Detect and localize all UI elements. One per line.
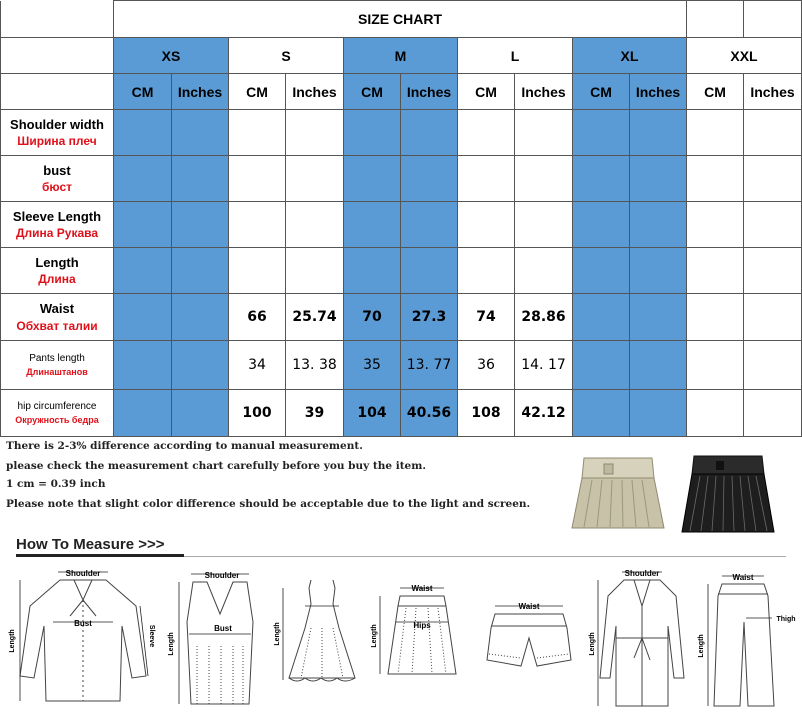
diagram-label: Length (168, 632, 175, 656)
row-label (1, 156, 114, 202)
inch-value-cell (172, 390, 229, 437)
row-label-russian: Обхват талии (16, 318, 98, 333)
inch-value-cell (286, 156, 344, 202)
inch-value-cell: 25.74 (286, 294, 344, 341)
inch-value-cell (401, 110, 458, 156)
row-label (1, 341, 114, 390)
inch-value-cell: 39 (286, 390, 344, 437)
row-label-english: Sleeve Length (12, 208, 102, 224)
cm-value-cell (344, 248, 401, 294)
measurement-row (1, 248, 802, 294)
trousers-diagram-icon (698, 566, 798, 711)
title-row (1, 1, 802, 38)
diagram-label: Shoulder (204, 571, 240, 580)
row-label (1, 248, 114, 294)
inch-value-cell (744, 248, 802, 294)
cm-value-cell (687, 156, 744, 202)
inch-value-cell (515, 248, 573, 294)
cm-value-cell (687, 248, 744, 294)
inch-value-cell: 40.56 (401, 390, 458, 437)
cm-value-cell: 36 (458, 341, 515, 390)
measurement-row (1, 390, 802, 437)
blank-cell (687, 1, 744, 38)
cm-value-cell (344, 110, 401, 156)
size-header-m: M (344, 38, 458, 74)
inch-value-cell (630, 110, 687, 156)
skirt-diagram-icon (370, 566, 470, 711)
cm-value-cell (573, 341, 630, 390)
shorts-diagram-icon (475, 566, 585, 711)
cm-value-cell (573, 248, 630, 294)
unit-header: Inches (744, 74, 802, 110)
inch-value-cell (744, 390, 802, 437)
row-label-russian: Окружность бедра (15, 414, 99, 425)
unit-header: CM (687, 74, 744, 110)
diagram-label: Thigh (776, 616, 796, 623)
inch-value-cell (286, 110, 344, 156)
coat-diagram-icon (590, 566, 695, 711)
cm-value-cell (114, 110, 172, 156)
cm-value-cell (687, 202, 744, 248)
inch-value-cell (172, 248, 229, 294)
blank-cell (744, 1, 802, 38)
khaki-skirt-image (570, 454, 666, 536)
row-label-russian: бюст (41, 180, 73, 195)
black-skirt-image (680, 452, 776, 538)
inch-value-cell: 28.86 (515, 294, 573, 341)
blank-cell (1, 1, 114, 38)
cm-value-cell (458, 156, 515, 202)
cm-value-cell (114, 248, 172, 294)
cm-value-cell (344, 156, 401, 202)
inch-value-cell (744, 110, 802, 156)
row-label (1, 390, 114, 437)
how-to-measure-heading: How To Measure >>> (16, 536, 165, 553)
cm-value-cell (229, 156, 286, 202)
size-row (1, 38, 802, 74)
measurement-row (1, 294, 802, 341)
diagram-label: Length (589, 632, 596, 656)
diagram-label: Sleeve (148, 624, 155, 648)
diagram-label: Length (274, 622, 281, 646)
inch-value-cell (515, 156, 573, 202)
inch-value-cell (401, 248, 458, 294)
cm-value-cell (229, 202, 286, 248)
cm-value-cell (114, 202, 172, 248)
cm-value-cell (687, 390, 744, 437)
cm-value-cell (114, 294, 172, 341)
cm-value-cell (573, 202, 630, 248)
inch-value-cell (630, 248, 687, 294)
diagram-label: Shoulder (65, 569, 101, 578)
cm-value-cell: 108 (458, 390, 515, 437)
cm-value-cell (344, 202, 401, 248)
inch-value-cell: 13. 38 (286, 341, 344, 390)
blouse-diagram-icon (8, 566, 158, 711)
cm-value-cell (114, 390, 172, 437)
row-label-english: bust (43, 162, 71, 178)
cm-value-cell: 100 (229, 390, 286, 437)
row-label-english: Waist (39, 301, 75, 317)
unit-row (1, 74, 802, 110)
row-label-russian: Длинаштанов (26, 366, 88, 377)
cm-value-cell (573, 390, 630, 437)
row-label-english: Length (35, 254, 79, 270)
inch-value-cell (744, 202, 802, 248)
unit-header: CM (458, 74, 515, 110)
unit-header: CM (573, 74, 630, 110)
diagram-label: Waist (732, 573, 754, 582)
note-line: There is 2-3% difference according to manual measurement. (6, 440, 363, 452)
inch-value-cell: 14. 17 (515, 341, 573, 390)
dress-diagram-icon (275, 566, 370, 711)
cm-value-cell (687, 110, 744, 156)
cm-value-cell: 74 (458, 294, 515, 341)
note-line: please check the measurement chart carefully before you buy the item. (6, 460, 426, 472)
size-header-xl: XL (573, 38, 687, 74)
blank-cell (1, 74, 114, 110)
cm-value-cell: 35 (344, 341, 401, 390)
inch-value-cell (401, 202, 458, 248)
diagram-label: Length (371, 624, 378, 648)
note-line: 1 cm = 0.39 inch (6, 478, 106, 490)
unit-header: Inches (286, 74, 344, 110)
inch-value-cell (630, 341, 687, 390)
row-label (1, 202, 114, 248)
note-line: Please note that slight color difference should be acceptable due to the light and screen. (6, 498, 531, 510)
inch-value-cell (401, 156, 458, 202)
unit-header: CM (344, 74, 401, 110)
measurement-row (1, 341, 802, 390)
cm-value-cell: 70 (344, 294, 401, 341)
row-label (1, 110, 114, 156)
inch-value-cell (630, 156, 687, 202)
diagram-label: Length (698, 634, 705, 658)
unit-header: Inches (630, 74, 687, 110)
diagram-label: Waist (518, 602, 540, 611)
cm-value-cell (229, 110, 286, 156)
diagram-label: Bust (74, 619, 92, 628)
chart-title: SIZE CHART (114, 1, 687, 38)
measurement-row (1, 202, 802, 248)
diagram-label: Shoulder (624, 569, 660, 578)
inch-value-cell (630, 390, 687, 437)
unit-header: Inches (172, 74, 229, 110)
inch-value-cell (286, 248, 344, 294)
unit-header: Inches (515, 74, 573, 110)
size-header-l: L (458, 38, 573, 74)
inch-value-cell: 13. 77 (401, 341, 458, 390)
inch-value-cell (286, 202, 344, 248)
row-label-russian: Длина (38, 272, 76, 287)
size-header-s: S (229, 38, 344, 74)
size-header-xs: XS (114, 38, 229, 74)
unit-header: Inches (401, 74, 458, 110)
diagram-label: Bust (214, 624, 232, 633)
inch-value-cell (630, 294, 687, 341)
inch-value-cell (172, 294, 229, 341)
inch-value-cell (172, 156, 229, 202)
cm-value-cell (229, 248, 286, 294)
cm-value-cell (687, 341, 744, 390)
cm-value-cell (114, 156, 172, 202)
cm-value-cell (114, 341, 172, 390)
cm-value-cell (573, 294, 630, 341)
inch-value-cell (172, 341, 229, 390)
row-label-russian: Длина Рукава (15, 226, 99, 241)
row-label-english: Pants length (29, 353, 85, 365)
row-label-russian: Ширина плеч (17, 134, 97, 149)
inch-value-cell (744, 341, 802, 390)
diagram-label: Waist (411, 584, 433, 593)
size-header-xxl: XXL (687, 38, 802, 74)
diagram-label: Length (9, 629, 16, 653)
row-label-english: Shoulder width (10, 116, 104, 132)
inch-value-cell (515, 110, 573, 156)
inch-value-cell (630, 202, 687, 248)
cm-value-cell (687, 294, 744, 341)
measurement-row (1, 110, 802, 156)
row-label-english: hip circumference (17, 401, 97, 413)
measurement-row (1, 156, 802, 202)
cm-value-cell (458, 248, 515, 294)
inch-value-cell (172, 110, 229, 156)
blank-cell (1, 38, 114, 74)
inch-value-cell (172, 202, 229, 248)
inch-value-cell (744, 156, 802, 202)
inch-value-cell: 27.3 (401, 294, 458, 341)
cm-value-cell: 104 (344, 390, 401, 437)
unit-header: CM (229, 74, 286, 110)
inch-value-cell (744, 294, 802, 341)
vest-diagram-icon (165, 566, 275, 711)
cm-value-cell (458, 202, 515, 248)
cm-value-cell (458, 110, 515, 156)
inch-value-cell (515, 202, 573, 248)
cm-value-cell (573, 110, 630, 156)
cm-value-cell: 34 (229, 341, 286, 390)
cm-value-cell (573, 156, 630, 202)
cm-value-cell: 66 (229, 294, 286, 341)
unit-header: CM (114, 74, 172, 110)
row-label (1, 294, 114, 341)
diagram-label: Hips (413, 621, 431, 630)
heading-underline (16, 554, 184, 557)
inch-value-cell: 42.12 (515, 390, 573, 437)
